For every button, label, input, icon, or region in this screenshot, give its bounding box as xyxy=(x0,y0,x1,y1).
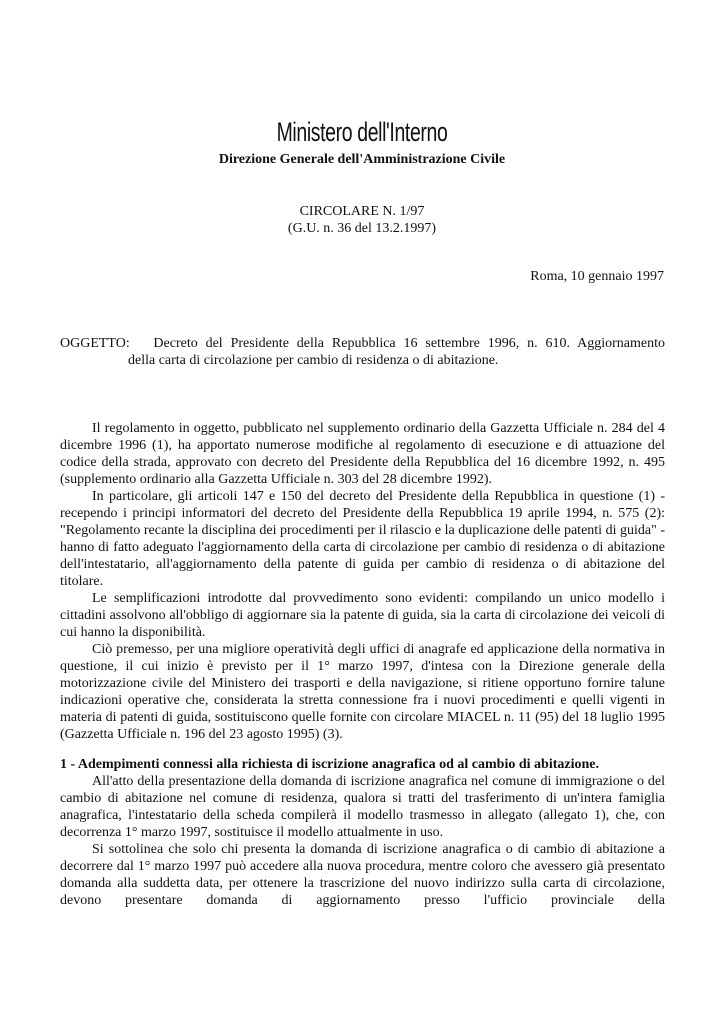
section-paragraph: All'atto della presentazione della domanda di iscrizione anagrafica nel comune di immigrazione o del cambio di abitazione nel comune di residenza, qualora si tratti del trasferimento di un'intera famiglia anagrafica, l'intestatario della scheda compilerà il modello trasmesso in allegato (allegato 1), che, con decorrenza 1° marzo 1997, sostituisce il modello attualmente in uso. xyxy=(60,774,665,840)
oggetto-label: OGGETTO: xyxy=(60,336,130,351)
gazzetta-reference: (G.U. n. 36 del 13.2.1997) xyxy=(287,221,437,236)
oggetto-text-line-2: della carta di circolazione per cambio di residenza o di abitazione. xyxy=(128,353,499,368)
body-paragraph: In particolare, gli articoli 147 e 150 del decreto del Presidente della Repubblica in questione (1) - recependo i principi informatori del decreto del Presidente della Repubblica 19 aprile 1994, n. 575 (2): "Regolamento recante la disciplina dei procedimenti per il rilascio e la duplicazione delle patenti di guida" - hanno di fatto adeguato l'aggiornamento della carta di circolazione per cambio di residenza o di abitazione dell'intestatario, all'aggiornamento della patente di guida per cambio di residenza o di abitazione del titolare. xyxy=(60,489,665,589)
document-body xyxy=(60,420,665,909)
section-paragraph: Si sottolinea che solo chi presenta la domanda di iscrizione anagrafica o di cambio di abitazione a decorrere dal 1° marzo 1997 può accedere alla nuova procedura, mentre coloro che avessero già presentato domanda alla suddetta data, per ottenere la trascrizione del nuovo indirizzo sulla carta di circolazione, devono presentare domanda di aggiornamento presso l'ufficio provinciale della xyxy=(60,842,665,908)
oggetto-block xyxy=(60,335,665,369)
body-paragraph: Ciò premesso, per una migliore operatività degli uffici di anagrafe ed applicazione della normativa in questione, il cui inizio è previsto per il 1° marzo 1997, d'intesa con la Direzione generale della motorizzazione civile del Ministero dei trasporti e della navigazione, si ritiene opportuno fornire talune indicazioni operative che, considerata la stretta connessione fra i nuovi procedimenti e quelli vigenti in materia di patenti di guida, sostituiscono quelle fornite con circolare MIACEL n. 11 (95) del 18 luglio 1995 (Gazzetta Ufficiale n. 196 del 23 agosto 1995) (3). xyxy=(60,642,665,742)
circolare-number: CIRCOLARE N. 1/97 xyxy=(299,204,425,219)
oggetto-text-line-1: Decreto del Presidente della Repubblica 16 settembre 1996, n. 610. Aggiornamento xyxy=(153,336,665,351)
direzione-subtitle: Direzione Generale dell'Amministrazione Civile xyxy=(218,152,506,167)
ministry-title: Ministero dell'Interno xyxy=(276,117,448,147)
circolare-block xyxy=(0,203,724,237)
body-paragraph: Le semplificazioni introdotte dal provvedimento sono evidenti: compilando un unico modello i cittadini assolvono all'obbligo di aggiornare sia la patente di guida, sia la carta di circolazione dei veicoli di cui hanno la disponibilità. xyxy=(60,591,665,640)
section-heading: 1 - Adempimenti connessi alla richiesta di iscrizione anagrafica od al cambio di abitazione. xyxy=(60,757,599,772)
body-paragraph: Il regolamento in oggetto, pubblicato nel supplemento ordinario della Gazzetta Ufficiale n. 284 del 4 dicembre 1996 (1), ha apportato numerose modifiche al regolamento di esecuzione e di attuazione del codice della strada, approvato con decreto del Presidente della Repubblica del 16 dicembre 1992, n. 495 (supplemento ordinario alla Gazzetta Ufficiale n. 303 del 28 dicembre 1992). xyxy=(60,421,665,487)
place-date: Roma, 10 gennaio 1997 xyxy=(530,269,664,284)
oggetto-line-1 xyxy=(60,335,665,352)
